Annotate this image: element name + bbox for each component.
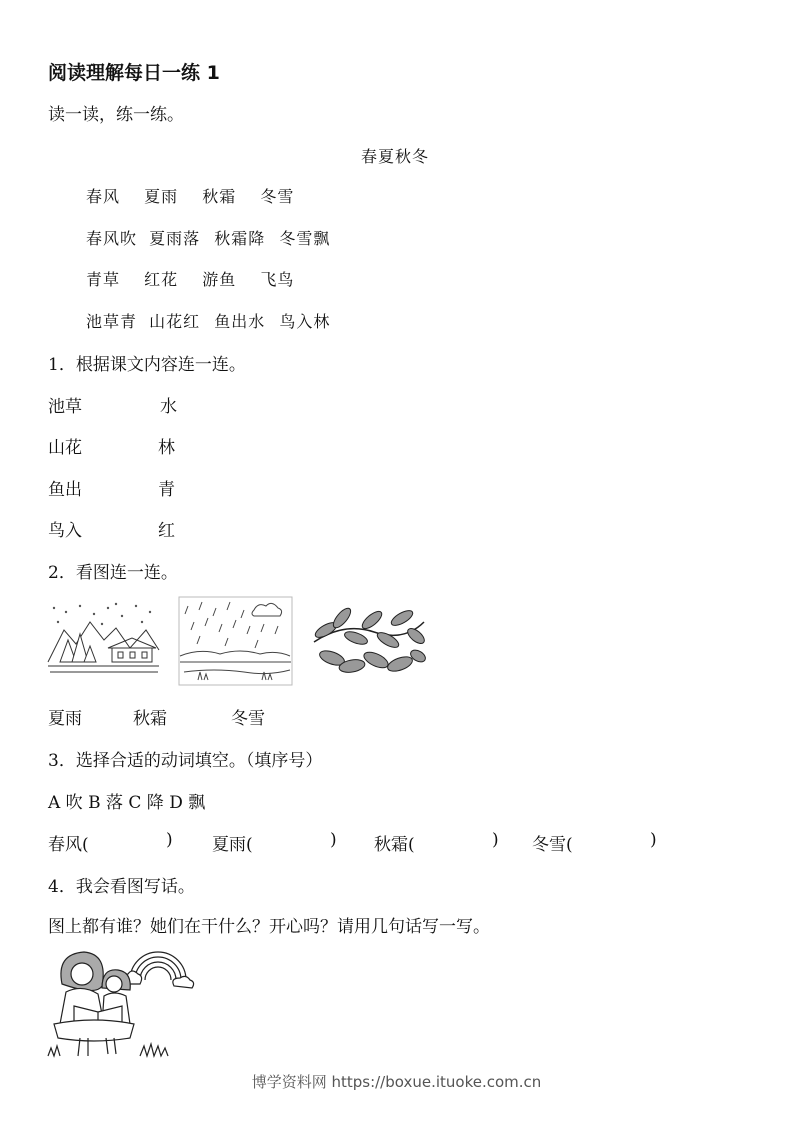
q3-blank-label: 冬雪( [532,835,573,855]
q4-prompt: 4．我会看图写话。 [48,877,195,897]
poem-word: 春风吹 [86,229,138,248]
poem-word: 青草 [86,270,121,289]
q1-left-item[interactable]: 鱼出 [48,480,82,500]
footer-source: 博学资料网 https://boxue.ituoke.com.cn [251,1073,542,1091]
poem-word: 秋霜降 [214,229,266,248]
instruction: 读一读，练一练。 [48,105,184,125]
q1-left-item[interactable]: 山花 [48,438,82,458]
q2-label[interactable]: 夏雨 [48,709,82,729]
q3-blank-label: 夏雨( [212,835,253,855]
poem-word: 鱼出水 [214,312,266,331]
q1-right-item[interactable]: 水 [160,397,177,417]
q2-prompt: 2．看图连一连。 [48,563,178,583]
q1-left-item[interactable]: 池草 [48,397,82,417]
q3-prompt: 3．选择合适的动词填空。（填序号） [48,751,323,771]
mother-daughter-reading-icon [44,944,198,1060]
poem-line-3 [86,267,294,290]
q3-blank-label: 秋霜( [374,835,415,855]
poem-word: 飞鸟 [260,270,295,289]
page-title: 阅读理解每日一练 1 [48,62,220,84]
q3-blank-close: ) [650,830,657,850]
poem-word: 夏雨落 [149,229,201,248]
poem-line-1 [86,184,294,207]
poem-word: 秋霜 [202,187,237,206]
q1-left-item[interactable]: 鸟入 [48,521,82,541]
q1-prompt: 1．根据课文内容连一连。 [48,355,246,375]
poem-word: 冬雪飘 [279,229,331,248]
poem-title: 春夏秋冬 [361,147,430,166]
poem-word: 夏雨 [144,187,179,206]
snow-scene-icon[interactable] [46,600,161,680]
q1-right-item[interactable]: 红 [158,521,175,541]
q2-label[interactable]: 秋霜 [133,709,167,729]
q3-blank-close: ) [492,830,499,850]
poem-word: 春风 [86,187,121,206]
frost-leaves-icon[interactable] [312,602,427,682]
poem-line-2 [86,226,330,249]
q3-blank-close: ) [330,830,337,850]
q1-right-item[interactable]: 林 [158,438,175,458]
q3-blank-label: 春风( [48,835,89,855]
poem-word: 红花 [144,270,179,289]
poem-line-4 [86,309,330,332]
q1-right-item[interactable]: 青 [158,480,175,500]
q3-options: A 吹 B 落 C 降 D 飘 [48,793,206,813]
poem-word: 冬雪 [260,187,295,206]
q2-label[interactable]: 冬雪 [231,709,265,729]
poem-word: 山花红 [149,312,201,331]
rain-scene-icon[interactable] [178,596,293,686]
q3-blank-close: ) [166,830,173,850]
q4-question: 图上都有谁？她们在干什么？开心吗？请用几句话写一写。 [48,917,490,937]
poem-word: 游鱼 [202,270,237,289]
poem-word: 鸟入林 [279,312,331,331]
poem-word: 池草青 [86,312,138,331]
